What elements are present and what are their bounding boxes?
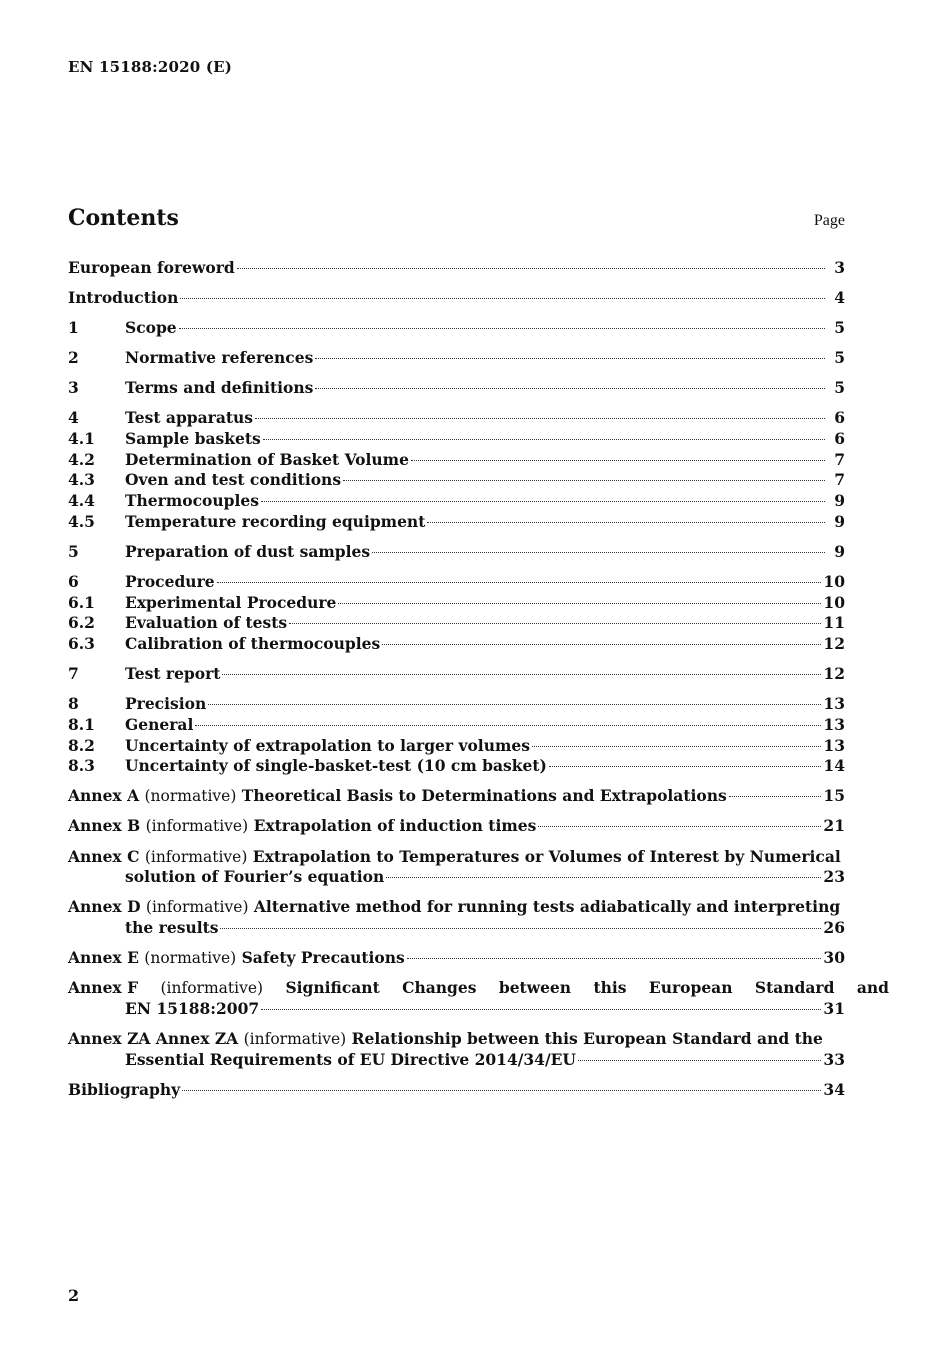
dot-leader bbox=[315, 388, 825, 389]
toc-entry-number: 6 bbox=[68, 571, 79, 591]
dot-leader bbox=[382, 644, 821, 645]
dot-leader bbox=[372, 552, 825, 553]
toc-entry-sample-baskets[interactable] bbox=[68, 429, 845, 450]
toc-entry-page: 7 bbox=[834, 470, 845, 490]
dot-leader bbox=[343, 480, 825, 481]
toc-entry-page: 5 bbox=[834, 318, 845, 338]
toc-entry-page: 13 bbox=[823, 735, 845, 755]
contents-title: Contents bbox=[68, 205, 179, 231]
annex-prefix: Annex D bbox=[68, 897, 141, 917]
toc-entry-scope[interactable] bbox=[68, 318, 845, 339]
annex-continuation-line bbox=[68, 1050, 845, 1071]
toc-entry-procedure[interactable] bbox=[68, 572, 845, 593]
toc-entry-page: 13 bbox=[823, 714, 845, 734]
dot-leader bbox=[549, 766, 822, 767]
annex-title-continued: EN 15188:2007 bbox=[125, 998, 260, 1018]
toc-entry-page: 14 bbox=[823, 756, 845, 776]
toc-entry-page: 30 bbox=[823, 948, 845, 968]
toc-entry-precision[interactable] bbox=[68, 694, 845, 715]
toc-entry-page: 9 bbox=[834, 541, 845, 561]
toc-entry-label bbox=[68, 786, 727, 807]
toc-entry-evaluation-tests[interactable] bbox=[68, 613, 845, 634]
dot-leader bbox=[208, 704, 821, 705]
toc-entry-page: 26 bbox=[823, 917, 845, 937]
toc-entry-label: Determination of Basket Volume bbox=[125, 449, 409, 469]
toc-entry-number: 4.2 bbox=[68, 449, 95, 469]
table-of-contents bbox=[68, 258, 889, 1100]
toc-entry-label: Uncertainty of extrapolation to larger volumes bbox=[125, 735, 530, 755]
annex-title: Safety Precautions bbox=[241, 948, 405, 968]
toc-entry-page: 5 bbox=[834, 348, 845, 368]
toc-entry-page: 13 bbox=[823, 694, 845, 714]
annex-prefix: Annex A bbox=[68, 786, 140, 806]
toc-entry-number: 4 bbox=[68, 408, 79, 428]
dot-leader bbox=[532, 746, 821, 747]
contents-heading-row bbox=[68, 205, 845, 231]
annex-first-line bbox=[68, 847, 845, 868]
toc-entry-number: 5 bbox=[68, 541, 79, 561]
toc-entry-label: Normative references bbox=[125, 348, 314, 368]
toc-entry-test-report[interactable] bbox=[68, 664, 845, 685]
annex-title: Relationship between this European Standard and the bbox=[351, 1028, 823, 1048]
toc-entry-bibliography[interactable] bbox=[68, 1080, 845, 1101]
annex-continuation-line bbox=[68, 999, 845, 1020]
annex-title: Significant Changes between this European Standard and bbox=[285, 978, 889, 998]
toc-entry-experimental-procedure[interactable] bbox=[68, 593, 845, 614]
toc-entry-number: 7 bbox=[68, 664, 79, 684]
toc-entry-label: Experimental Procedure bbox=[125, 592, 337, 612]
document-id: EN 15188:2020 (E) bbox=[68, 58, 233, 76]
toc-entry-label: Test report bbox=[125, 664, 221, 684]
toc-entry-page: 6 bbox=[834, 408, 845, 428]
dot-leader bbox=[261, 1009, 821, 1010]
toc-entry-label bbox=[68, 978, 889, 999]
page-column-label: Page bbox=[813, 212, 845, 229]
toc-entry-page: 12 bbox=[823, 664, 845, 684]
toc-entry-calibration[interactable] bbox=[68, 634, 845, 655]
dot-leader bbox=[220, 928, 821, 929]
toc-entry-number: 4.3 bbox=[68, 470, 95, 490]
dot-leader bbox=[411, 460, 825, 461]
dot-leader bbox=[195, 725, 821, 726]
annex-continuation-line bbox=[68, 918, 845, 939]
toc-entry-label: Bibliography bbox=[68, 1079, 181, 1099]
toc-entry-page: 34 bbox=[823, 1079, 845, 1099]
toc-entry-number: 8.1 bbox=[68, 714, 95, 734]
annex-kind: (normative) bbox=[144, 787, 237, 806]
dot-leader bbox=[217, 582, 822, 583]
toc-entry-annex-e[interactable] bbox=[68, 948, 845, 969]
toc-entry-number: 4.1 bbox=[68, 429, 95, 449]
toc-entry-number: 4.5 bbox=[68, 511, 95, 531]
annex-first-line bbox=[68, 1029, 845, 1050]
dot-leader bbox=[179, 328, 825, 329]
annex-kind: (informative) bbox=[144, 847, 248, 866]
toc-entry-label: Oven and test conditions bbox=[125, 470, 342, 490]
toc-entry-annex-f[interactable] bbox=[68, 978, 889, 1019]
toc-entry-oven-conditions[interactable] bbox=[68, 470, 845, 491]
toc-entry-label: Thermocouples bbox=[125, 491, 259, 511]
toc-entry-introduction[interactable] bbox=[68, 288, 845, 309]
dot-leader bbox=[729, 796, 822, 797]
toc-entry-label bbox=[68, 1029, 823, 1050]
dot-leader bbox=[538, 826, 821, 827]
dot-leader bbox=[289, 623, 821, 624]
dot-leader bbox=[261, 501, 825, 502]
toc-entry-page: 15 bbox=[823, 786, 845, 806]
annex-title: Extrapolation to Temperatures or Volumes of Interest by Numerical bbox=[252, 846, 841, 866]
toc-entry-annex-d[interactable] bbox=[68, 897, 845, 938]
toc-entry-number: 3 bbox=[68, 378, 79, 398]
toc-entry-label: Precision bbox=[125, 694, 207, 714]
annex-title: Alternative method for running tests adiabatically and interpreting bbox=[253, 897, 841, 917]
dot-leader bbox=[237, 268, 825, 269]
annex-title-continued: solution of Fourier’s equation bbox=[125, 867, 385, 887]
annex-prefix: Annex ZA Annex ZA bbox=[68, 1028, 239, 1048]
dot-leader bbox=[315, 358, 825, 359]
annex-kind: (informative) bbox=[160, 979, 264, 998]
toc-entry-number: 2 bbox=[68, 348, 79, 368]
toc-entry-annex-c[interactable] bbox=[68, 847, 845, 888]
toc-entry-page: 4 bbox=[834, 288, 845, 308]
toc-entry-page: 23 bbox=[823, 867, 845, 887]
dot-leader bbox=[180, 298, 825, 299]
annex-title-continued: Essential Requirements of EU Directive 2014/34/EU bbox=[125, 1049, 576, 1069]
annex-title: Theoretical Basis to Determinations and Extrapolations bbox=[241, 786, 727, 806]
toc-entry-number: 8.2 bbox=[68, 735, 95, 755]
dot-leader bbox=[386, 877, 821, 878]
dot-leader bbox=[255, 418, 825, 419]
toc-entry-label: Evaluation of tests bbox=[125, 613, 288, 633]
toc-entry-number: 6.2 bbox=[68, 613, 95, 633]
toc-entry-label: Temperature recording equipment bbox=[125, 511, 426, 531]
toc-entry-page: 10 bbox=[823, 592, 845, 612]
dot-leader bbox=[222, 674, 821, 675]
annex-kind: (informative) bbox=[145, 817, 249, 836]
annex-title-continued: the results bbox=[125, 917, 219, 937]
toc-entry-label: Calibration of thermocouples bbox=[125, 634, 381, 654]
toc-entry-number: 8 bbox=[68, 694, 79, 714]
toc-entry-page: 21 bbox=[823, 816, 845, 836]
toc-entry-label bbox=[68, 816, 536, 837]
annex-prefix: Annex E bbox=[68, 948, 139, 968]
toc-entry-uncertainty-single[interactable] bbox=[68, 756, 845, 777]
toc-entry-european-foreword[interactable] bbox=[68, 258, 845, 279]
toc-entry-page: 9 bbox=[834, 511, 845, 531]
page-number: 2 bbox=[68, 1286, 80, 1305]
toc-entry-label: European foreword bbox=[68, 258, 235, 277]
toc-entry-number: 8.3 bbox=[68, 756, 95, 776]
annex-prefix: Annex C bbox=[68, 846, 140, 866]
toc-entry-thermocouples[interactable] bbox=[68, 491, 845, 512]
toc-entry-page: 5 bbox=[834, 378, 845, 398]
annex-kind: (informative) bbox=[243, 1029, 347, 1048]
toc-entry-page: 9 bbox=[834, 491, 845, 511]
toc-entry-page: 6 bbox=[834, 429, 845, 449]
annex-prefix: Annex F bbox=[68, 978, 139, 998]
toc-entry-temperature-recording[interactable] bbox=[68, 512, 845, 533]
toc-entry-label: Introduction bbox=[68, 288, 179, 308]
toc-entry-annex-za[interactable] bbox=[68, 1029, 845, 1070]
toc-entry-uncertainty-larger[interactable] bbox=[68, 736, 845, 757]
toc-entry-label: Test apparatus bbox=[125, 408, 254, 428]
dot-leader bbox=[578, 1060, 821, 1061]
toc-entry-dust-samples[interactable] bbox=[68, 542, 845, 563]
toc-entry-page: 10 bbox=[823, 571, 845, 591]
toc-entry-label: Preparation of dust samples bbox=[125, 541, 371, 561]
toc-entry-number: 1 bbox=[68, 318, 79, 338]
toc-entry-label bbox=[68, 948, 405, 969]
dot-leader bbox=[182, 1090, 821, 1091]
dot-leader bbox=[427, 522, 825, 523]
toc-entry-number: 6.1 bbox=[68, 592, 95, 612]
annex-first-line bbox=[68, 897, 845, 918]
toc-entry-annex-a[interactable] bbox=[68, 786, 845, 807]
dot-leader bbox=[263, 439, 825, 440]
toc-entry-label bbox=[68, 847, 841, 868]
toc-entry-terms-definitions[interactable] bbox=[68, 378, 845, 399]
annex-title: Extrapolation of induction times bbox=[253, 816, 537, 836]
annex-continuation-line bbox=[68, 867, 845, 888]
toc-entry-number: 4.4 bbox=[68, 491, 95, 511]
dot-leader bbox=[338, 603, 821, 604]
toc-entry-number: 6.3 bbox=[68, 634, 95, 654]
toc-entry-label: Sample baskets bbox=[125, 429, 261, 449]
annex-kind: (normative) bbox=[144, 949, 237, 968]
toc-entry-label: Uncertainty of single-basket-test (10 cm basket) bbox=[125, 756, 547, 776]
toc-entry-page: 33 bbox=[823, 1049, 845, 1069]
toc-entry-page: 7 bbox=[834, 449, 845, 469]
annex-first-line bbox=[68, 978, 889, 999]
dot-leader bbox=[407, 958, 822, 959]
toc-entry-page: 31 bbox=[823, 998, 845, 1018]
annex-prefix: Annex B bbox=[68, 816, 141, 836]
toc-entry-general[interactable] bbox=[68, 715, 845, 736]
toc-entry-page: 12 bbox=[823, 634, 845, 654]
toc-entry-page: 11 bbox=[823, 613, 845, 633]
toc-entry-test-apparatus[interactable] bbox=[68, 408, 845, 429]
toc-entry-basket-volume[interactable] bbox=[68, 450, 845, 471]
toc-entry-label: Procedure bbox=[125, 571, 215, 591]
toc-entry-label: General bbox=[125, 714, 194, 734]
annex-kind: (informative) bbox=[145, 898, 249, 917]
toc-entry-label bbox=[68, 897, 840, 918]
toc-entry-label: Terms and definitions bbox=[125, 378, 314, 398]
toc-entry-annex-b[interactable] bbox=[68, 816, 845, 837]
toc-entry-normative-references[interactable] bbox=[68, 348, 845, 369]
toc-entry-page: 3 bbox=[834, 258, 845, 277]
toc-entry-label: Scope bbox=[125, 318, 177, 338]
